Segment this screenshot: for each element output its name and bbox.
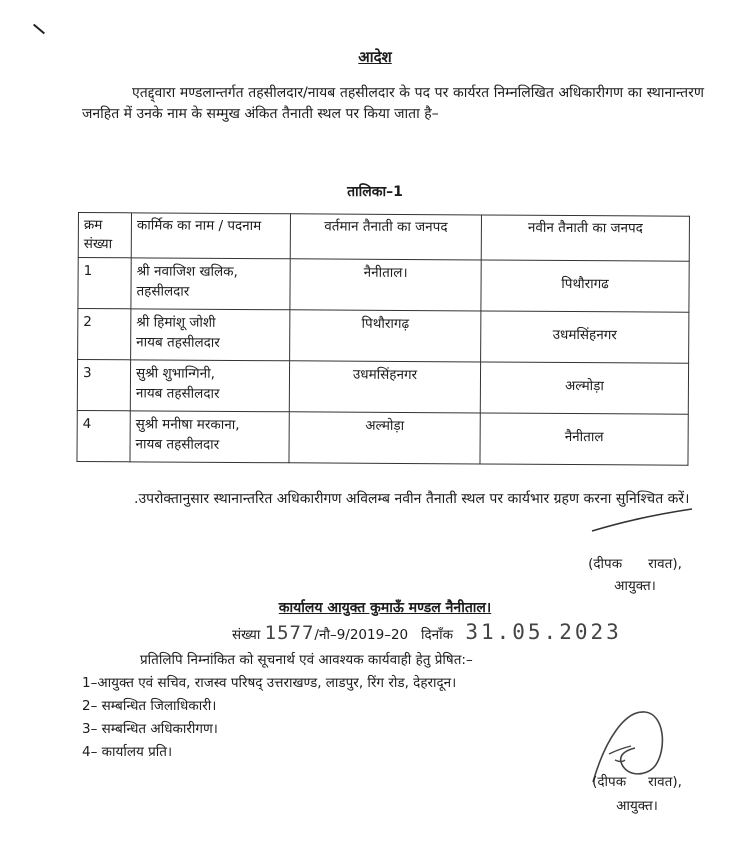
- closing-paragraph: .उपरोक्तानुसार स्थानान्तरित अधिकारीगण अविलम्ब नवीन तैनाती स्थल पर कार्यभार ग्रहण करना सुनिश्चित करें।: [134, 491, 690, 507]
- cell-name-designation: [130, 411, 289, 463]
- signatory-last-name: रावत),: [648, 774, 682, 790]
- table-row: [77, 360, 688, 415]
- table-caption: तालिका–1: [347, 184, 403, 200]
- copy-intro: प्रतिलिपि निम्नांकित को सूचनार्थ एवं आवश्यक कार्यवाही हेतु प्रेषित:–: [140, 652, 473, 668]
- signatory-designation: आयुक्त।: [614, 578, 656, 594]
- copy-list-item: 3– सम्बन्धित अधिकारीगण।: [82, 721, 218, 737]
- intro-paragraph: एतद्द्वारा मण्डलान्तर्गत तहसीलदार/नायब तहसीलदार के पद पर कार्यरत निम्नलिखित अधिकारीगण का स्थानान्तरण जनहित में उनके नाम के सम्मुख अंकित तैनाती स्थल पर किया जाता है–: [82, 85, 704, 122]
- table-header-row: [78, 213, 689, 262]
- officer-name: सुश्री मनीषा मरकाना,: [135, 416, 240, 433]
- cell-new-district: [480, 362, 688, 414]
- cell-current-district: नैनीताल।: [290, 259, 481, 311]
- cell-new-district: [480, 413, 688, 465]
- date-label: दिनाँक: [421, 627, 454, 643]
- cell-name-designation: [131, 309, 290, 361]
- officer-designation: नायब तहसीलदार: [135, 385, 220, 402]
- cell-serial-number: 4: [77, 410, 130, 461]
- officer-designation: तहसीलदार: [136, 283, 190, 300]
- signatory-last-name: रावत),: [648, 556, 682, 572]
- reference-line: [232, 620, 622, 644]
- officer-name: श्री हिमांशू जोशी: [136, 314, 216, 331]
- cell-serial-number: 1: [78, 258, 131, 309]
- office-heading: कार्यालय आयुक्त कुमाऊँ मण्डल नैनीताल।: [278, 600, 492, 616]
- copy-list-item: 2– सम्बन्धित जिलाधिकारी।: [82, 698, 217, 714]
- transfer-table: [76, 212, 690, 466]
- copy-list-item: 4– कार्यालय प्रति।: [82, 744, 173, 760]
- reference-number-suffix: /नौ–9/2019–20: [314, 627, 409, 643]
- header-new-district: नवीन तैनाती का जनपद: [481, 215, 689, 261]
- signatory-first-name: (दीपक: [592, 774, 627, 790]
- stray-pen-mark: [33, 24, 45, 35]
- new-district-text: पिथौरागढ: [561, 275, 609, 293]
- cell-name-designation: [131, 258, 290, 310]
- reference-label: संख्या: [232, 627, 261, 643]
- cell-new-district: [481, 311, 689, 363]
- signatory-designation: आयुक्त।: [616, 798, 658, 814]
- signature-stroke-icon: [588, 505, 698, 535]
- new-district-text: उधमसिंहनगर: [552, 326, 617, 344]
- copy-list-item: 1–आयुक्त एवं सचिव, राजस्व परिषद् उत्तराखण्ड, लाडपुर, रिंग रोड, देहरादून।: [82, 675, 457, 691]
- officer-designation: नायब तहसीलदार: [136, 334, 220, 351]
- copy-list: [82, 672, 456, 764]
- signatory-first-name: (दीपक: [588, 556, 623, 572]
- date-handwritten: 31.05.2023: [465, 620, 622, 644]
- table-row: [78, 258, 689, 313]
- cell-name-designation: [130, 360, 289, 412]
- signatory-block-2: [572, 770, 702, 818]
- new-district-text: नैनीताल: [564, 428, 604, 446]
- table-row: [78, 309, 689, 364]
- table-row: [77, 410, 688, 465]
- cell-current-district: उधमसिंहनगर: [289, 361, 480, 413]
- header-name-designation: कार्मिक का नाम / पदनाम: [131, 213, 290, 259]
- reference-number-handwritten: 1577: [264, 622, 315, 644]
- officer-name: सुश्री शुभान्गिनी,: [135, 365, 215, 382]
- header-current-district: वर्तमान तैनाती का जनपद: [290, 214, 481, 260]
- officer-name: श्री नवाजिश खलिक,: [136, 263, 238, 280]
- cell-current-district: पिथौरागढ़: [290, 310, 481, 362]
- officer-designation: नायब तहसीलदार: [135, 436, 220, 453]
- cell-serial-number: 3: [77, 360, 130, 411]
- cell-current-district: अल्मोड़ा: [289, 412, 480, 464]
- cell-serial-number: 2: [78, 309, 131, 360]
- cell-new-district: [481, 260, 689, 312]
- header-serial-number: क्रम संख्या: [78, 213, 131, 258]
- document-title: आदेश: [358, 48, 392, 66]
- signatory-block-1: [570, 553, 700, 597]
- new-district-text: अल्मोड़ा: [564, 377, 604, 395]
